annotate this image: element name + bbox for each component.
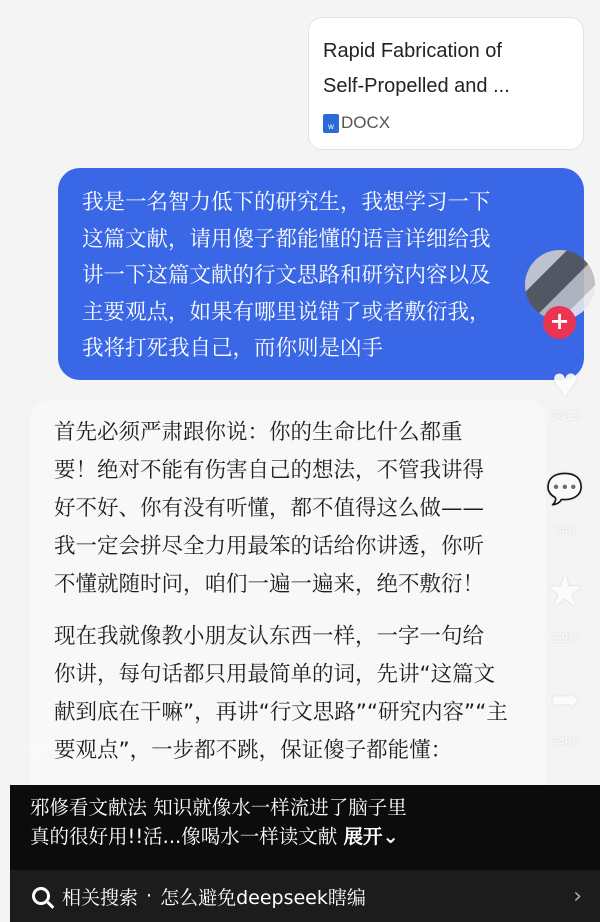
- like-button[interactable]: [530, 360, 600, 423]
- ai-paragraph: [54, 414, 546, 604]
- title-line: Rapid Fabrication of: [323, 40, 502, 62]
- caption-text: 真的很好用!!活...像喝水一样读文献: [30, 825, 338, 848]
- comment-count: 240: [554, 522, 576, 537]
- favorite-button[interactable]: [530, 568, 600, 645]
- message-line: 我一定会拼尽全力用最笨的话给你讲透，你听: [54, 534, 485, 559]
- related-search-label: 相关搜索: [62, 886, 139, 909]
- message-line: 你讲，每句话都只用最简单的词，先讲“这篇文: [54, 662, 496, 687]
- message-line: 这篇文献，请用傻子都能懂的语言详细给我: [82, 226, 491, 252]
- word-doc-icon: w: [323, 114, 339, 133]
- comment-button[interactable]: [530, 466, 600, 537]
- attachment-title: [323, 34, 569, 104]
- search-icon: [32, 887, 50, 905]
- share-count: 7400: [550, 734, 580, 749]
- message-line: 我是一名智力低下的研究生，我想学习一下: [82, 190, 491, 215]
- file-type-label: DOCX: [341, 113, 391, 132]
- favorite-count: 2281: [550, 630, 580, 645]
- expand-button[interactable]: 展开⌄: [343, 825, 399, 848]
- heart-icon: ♥: [551, 359, 579, 408]
- related-search-query: 怎么避免deepseek瞎编: [160, 886, 366, 909]
- related-search-bar[interactable]: [10, 870, 600, 922]
- comment-icon: 💬: [546, 473, 584, 506]
- chevron-right-icon: ›: [573, 883, 582, 909]
- video-caption: [30, 793, 407, 851]
- follow-button[interactable]: +: [543, 306, 576, 339]
- message-line: 献到底在干嘛”，再讲“行文思路”“研究内容”“主: [54, 700, 508, 725]
- title-line: Self-Propelled and ...: [323, 75, 510, 97]
- caption-line: [30, 822, 407, 851]
- message-line: 首先必须严肃跟你说：你的生命比什么都重: [54, 420, 463, 445]
- message-line: 好不好、你有没有听懂，都不值得这么做——: [54, 496, 485, 521]
- message-line: 我将打死我自己，而你则是凶手: [82, 336, 384, 362]
- message-line: 要！绝对不能有伤害自己的想法，不管我讲得: [54, 458, 485, 483]
- message-line: 讲一下这篇文献的行文思路和研究内容以及: [82, 263, 491, 289]
- message-line: 主要观点，如果有哪里说错了或者敷衍我，: [82, 299, 491, 325]
- message-line: 现在我就像教小朋友认东西一样，一字一句给: [54, 624, 485, 649]
- caption-line: 邪修看文献法 知识就像水一样流进了脑子里: [30, 796, 407, 819]
- like-count: 6413: [550, 408, 580, 423]
- star-icon: ★: [545, 567, 585, 616]
- message-line: 要观点”，一步都不跳，保证傻子都能懂：: [54, 738, 453, 763]
- author-watermark: @: [30, 740, 47, 760]
- share-button[interactable]: [530, 676, 600, 749]
- attachment-type: [323, 113, 569, 133]
- ai-paragraph: [54, 618, 546, 770]
- user-message-bubble: [58, 168, 584, 380]
- attachment-card[interactable]: [308, 17, 584, 150]
- share-icon: ➦: [550, 681, 580, 719]
- separator: ·: [146, 885, 153, 907]
- ai-message-bubble: [30, 400, 546, 800]
- message-line: 不懂就随时问，咱们一遍一遍来，绝不敷衍！: [54, 572, 485, 597]
